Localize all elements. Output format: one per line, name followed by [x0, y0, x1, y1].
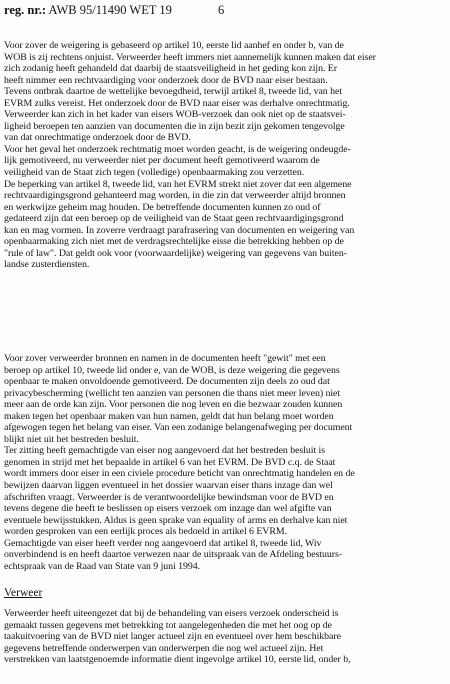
text-line: rechtvaardigingsgrond gehanteerd mag worden, in die zin dat verweerder altijd bronnen [4, 190, 346, 202]
text-line: meer aan de orde kan zijn. Voor personen die nog leven en die bezwaar zouden kunnen [4, 399, 343, 411]
text-line: afschriften vraagt. Verweerder is de verantwoordelijke bewindsman voor de BVD en [4, 491, 334, 503]
text-line: privacybescherming (wellicht ten aanzien van personen die thans niet meer leven) niet [4, 387, 341, 399]
text-line: lijk gemotiveerd, nu verweerder niet per document heeft gemotiveerd waarom de [4, 155, 320, 167]
section-heading: Verweer [4, 587, 43, 599]
text-line: gemaakt tussen gegevens met betrekking tot aangelegenheden die met het oog op de [4, 619, 332, 631]
text-line: Voor zover verweerder bronnen en namen in de documenten heeft "gewit" met een [4, 353, 326, 364]
text-line: zich zodanig heeft gehandeld dat daarbij de staatsveiligheid in het geding kon zijn. Er [4, 63, 337, 75]
text-line: beroep op artikel 10, tweede lid onder e, van de WOB, is deze weigering die gegevens [4, 364, 340, 376]
page-number: 6 [218, 3, 225, 17]
text-line: gedateerd zijn dat een beroep op de veiligheid van de Staat geen rechtvaardigingsgrond [4, 213, 344, 225]
text-line: en werkwijze geheim mag houden. De betreffende documenten kunnen zo oud of [4, 201, 321, 213]
text-line: ligheid beroepen ten aanzien van documenten die in zijn bezit zijn gekomen tengevolge [4, 120, 345, 132]
body-paragraphs-1 [4, 40, 444, 271]
text-line: verstrekken van laatstgenoemde informatie dient ingevolge artikel 10, eerste lid, onder b, [4, 654, 351, 666]
page-header [4, 3, 440, 17]
body-paragraphs-3 [4, 608, 444, 666]
text-line: onverbindend is en heeft daartoe verwezen naar de uitspraak van de Afdeling bestuurs- [4, 549, 342, 561]
text-line: maken tegen het openbaar maken van hun namen, geldt dat hun belang moet worden [4, 410, 334, 422]
reg-number: AWB 95/11490 WET 19 [48, 3, 172, 17]
text-line: kan en mag vormen. In zoverre verdraagt parafrasering van documenten en weigering van [4, 224, 355, 236]
text-line: WOB is zij rechtens onjuist. Verweerder heeft immers niet aannemelijk kunnen maken dat eiser [4, 51, 376, 63]
text-line: van dat onrechtmatige onderzoek door de BVD. [4, 132, 191, 144]
text-line: wordt immers door eiser in een civiele procedure beticht van onrechtmatig handelen en de [4, 468, 355, 480]
text-line: openbaarmaking zich niet met de verdragsrechtelijke eisse die betrekking hebben op de [4, 236, 344, 248]
body-paragraphs-2 [4, 353, 444, 572]
text-line: heeft nimmer een rechtvaardiging voor onderzoek door de BVD naar eiser bestaan. [4, 74, 328, 86]
text-line: openbaar te maken onvoldoende gemotiveerd. De documenten zijn deels zo oud dat [4, 376, 330, 388]
text-line: De beperking van artikel 8, tweede lid, van het EVRM strekt niet zover dat een algemene [4, 178, 352, 190]
text-line: genomen in strijd met het bepaalde in artikel 6 van het EVRM. De BVD c.q. de Staat [4, 456, 336, 468]
text-line: gegevens betreffende onderwerpen van onderwerpen die nog wel actueel zijn. Het [4, 642, 324, 654]
text-line: Verweerder heeft uiteengezet dat bij de behandeling van eisers verzoek onderscheid is [4, 608, 339, 619]
text-line: veiligheid van de Staat zich tegen (volledige) openbaarmaking zou verzetten. [4, 167, 305, 179]
text-line: Ter zitting heeft gemachtigde van eiser nog aangevoerd dat het bestreden besluit is [4, 445, 325, 457]
text-line: Voor het geval het onderzoek rechtmatig moet worden geacht, is de weigering ondeugde- [4, 143, 351, 155]
text-line: EVRM zulks vereist. Het onderzoek door de BVD naar eiser was derhalve onrechtmatig. [4, 97, 350, 109]
text-line: afgewogen tegen het belang van eiser. Van een zodanige belangenafweging per document [4, 422, 353, 434]
text-line: echtspraak van de Raad van State van 9 juni 1994. [4, 560, 201, 572]
text-line: bewijzen daarvan liggen eventueel in het dossier waarvan eiser thans inzage dan wel [4, 480, 333, 492]
text-line: tevens degene die heeft te beslissen op eisers verzoek om inzage dan wel afgifte van [4, 503, 332, 515]
text-line: eventuele bewijsstukken. Aldus is geen sprake van equality of arms en derhalve kan niet [4, 514, 348, 526]
text-line: Voor zover de weigering is gebaseerd op artikel 10, eerste lid aanhef en onder b, van de [4, 40, 344, 51]
text-line: blijkt niet uit het bestreden besluit. [4, 433, 139, 445]
text-line: landse zusterdiensten. [4, 259, 90, 271]
reg-label: reg. nr.: [4, 3, 47, 17]
text-line: taakuitvoering van de BVD niet langer actueel zijn en eventueel over hem beschikbare [4, 631, 341, 643]
text-line: Verweerder kan zich in het kader van eisers WOB-verzoek dan ook niet op de staatsvei- [4, 109, 346, 121]
text-line: worden gesproken van een eerlijk proces als bedoeld in artikel 6 EVRM. [4, 526, 287, 538]
text-line: Tevens ontbrak daartoe de wettelijke bevoegdheid, terwijl artikel 8, tweede lid, van het [4, 86, 342, 98]
text-line: "rule of law". Dat geldt ook voor (voorwaardelijke) weigering van gegevens van buiten- [4, 247, 347, 259]
text-line: Gemachtigde van eiser heeft verder nog aangevoerd dat artikel 8, tweede lid, Wiv [4, 537, 322, 549]
